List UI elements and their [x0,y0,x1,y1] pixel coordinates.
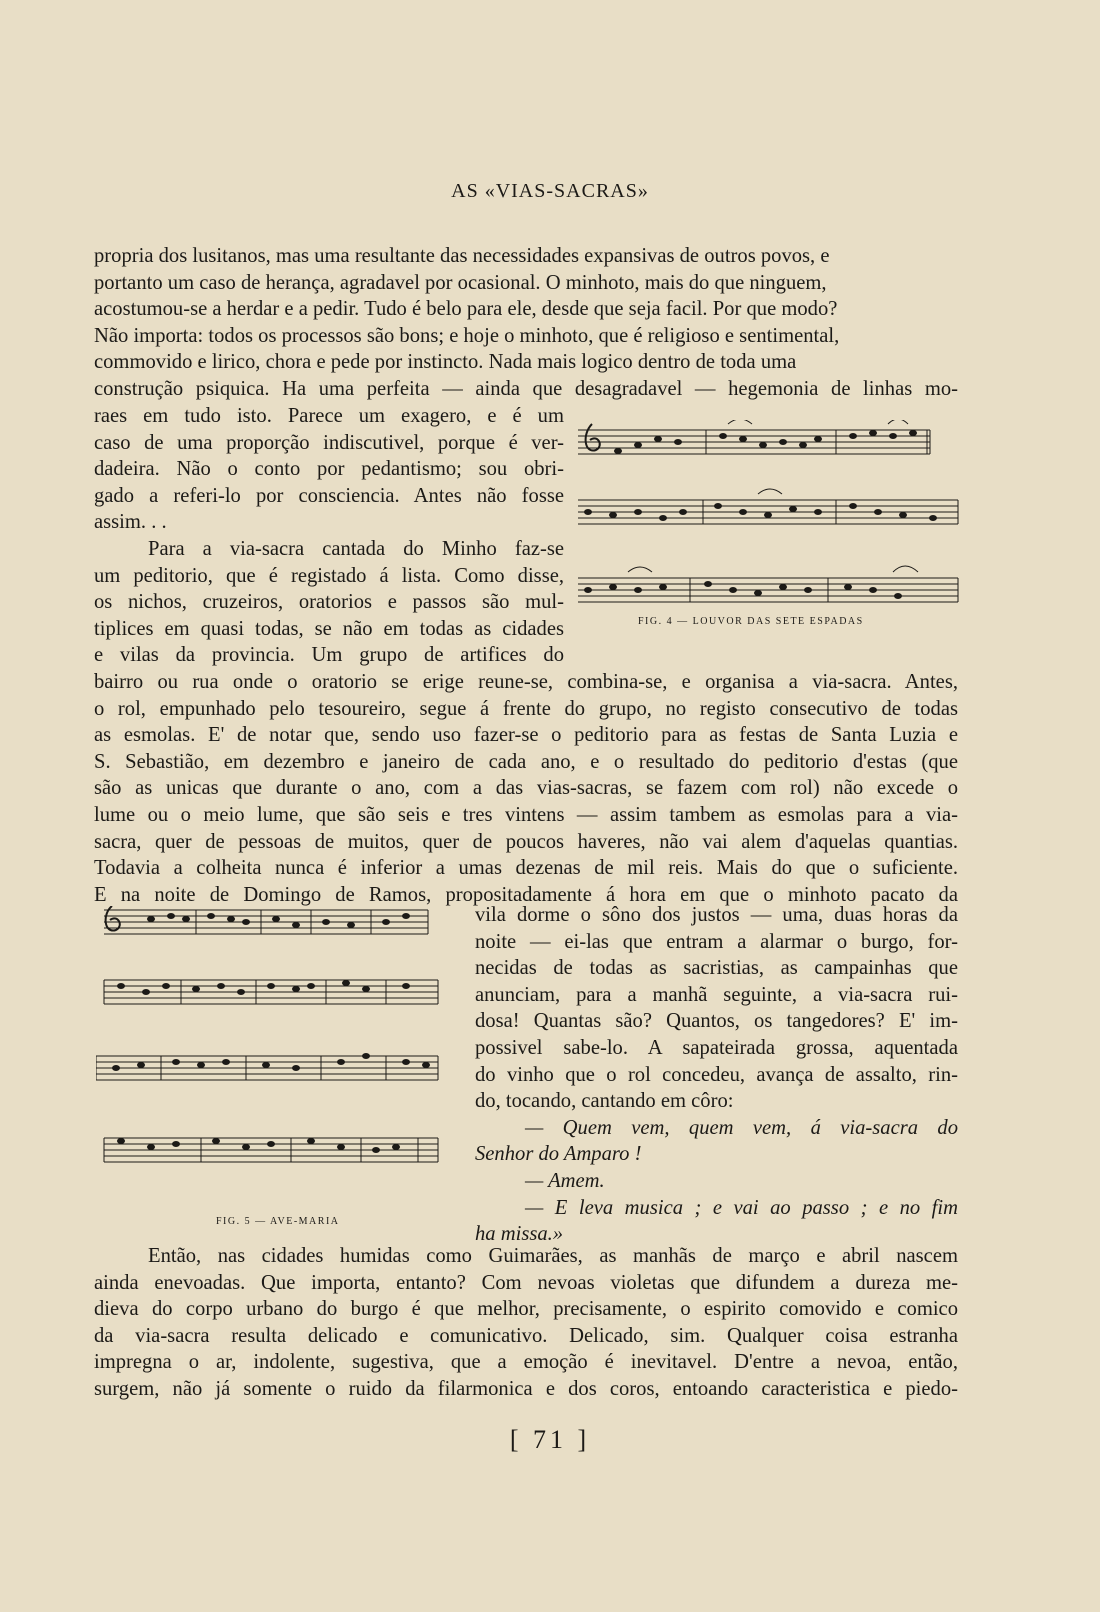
text-line: os nichos, cruzeiros, oratorios e passos são mul- [94,591,564,614]
text-line: E na noite de Domingo de Ramos, propositadamente á hora em que o minhoto pacato da [94,883,958,906]
text-line: anunciam, para a manhã seguinte, a via-sacra rui- [475,983,958,1006]
text-line: propria dos lusitanos, mas uma resultante das necessidades expansivas de outros povos, e [94,245,830,267]
text-line: bairro ou rua onde o oratorio se erige reune-se, combina-se, e organisa a via-sacra. Antes, [94,671,958,693]
text-line: um peditorio, que é registado á lista. Como disse, [94,564,564,587]
text-line: lume ou o meio lume, que são seis e tres vintens — assim tambem as esmolas para a via- [94,803,958,826]
text-line: Todavia a colheita nunca é inferior a umas dezenas de mil reis. Mais do que o suficiente. [94,857,958,880]
text-line: acostumou-se a herdar e a pedir. Tudo é belo para ele, desde que seja facil. Por que modo? [94,298,838,321]
figure-5-score [96,906,456,1236]
text-line: gado a referi-lo por consciencia. Antes não fosse [94,484,564,507]
text-line: noite — ei-las que entram a alarmar o burgo, for- [475,930,958,953]
full-width-paragraph [94,669,958,908]
text-line: S. Sebastião, em dezembro e janeiro de cada ano, e o resultado do peditorio d'estas (que [94,750,958,773]
text-line: construção psiquica. Ha uma perfeita — ainda que desagradavel — hegemonia de linhas mo- [94,377,958,400]
text-line: do, tocando, cantando em côro: [475,1090,734,1113]
text-line: commovido e lirico, chora e pede por instincto. Nada mais logico dentro de toda uma [94,351,797,374]
text-line: dadeira. Não o conto por pedantismo; sou obri- [94,458,564,481]
text-line: dosa! Quantas são? Quantos, os tangedores? E' im- [475,1010,958,1033]
dialog-line: Senhor do Amparo ! [475,1143,642,1166]
dialog-line: ha missa.» [475,1223,564,1246]
text-line: ainda enevoadas. Que importa, entanto? Com nevoas violetas que difundem a dureza me- [94,1271,958,1294]
text-line: Não importa: todos os processos são bons; e hoje o minhoto, que é religioso e sentimental, [94,324,840,347]
text-line: tiplices em quasi todas, se não em todas as cidades [94,617,564,640]
text-line: Então, nas cidades humidas como Guimarães, as manhãs de março e abril nascem [148,1245,958,1267]
text-line: possivel sabe-lo. A sapateirada grossa, aquentada [475,1036,958,1059]
text-line: o rol, empunhado pelo tesoureiro, segue á frente do grupo, no registo consecutivo de todas [94,697,958,720]
text-line: as esmolas. E' de notar que, sendo uso fazer-se o peditorio para as festas de Santa Luzia e [94,724,958,747]
running-head: AS «VIAS-SACRAS» [451,180,649,202]
dialog-line: — Amem. [525,1169,605,1192]
left-column-text [94,403,564,669]
text-line: impregna o ar, indolente, sugestiva, que a emoção é inevitavel. D'entre a nevoa, então, [94,1351,958,1374]
text-line: Para a via-sacra cantada do Minho faz-se [148,537,564,560]
text-line: do vinho que o rol concedeu, avança de assalto, rin- [475,1063,958,1086]
bottom-paragraph [94,1243,958,1403]
top-paragraph [94,243,958,403]
dialog-line: — Quem vem, quem vem, á via-sacra do [525,1116,958,1139]
text-line: dieva do corpo urbano do burgo é que melhor, precisamente, o espirito comovido e comico [94,1298,958,1321]
figure-4-score [578,420,963,650]
text-line: necidas de todas as sacristias, as campainhas que [475,957,958,980]
figure-4-caption: FIG. 4 — LOUVOR DAS SETE ESPADAS [638,616,864,627]
text-line: da via-sacra resulta delicado e comunicativo. Delicado, sim. Qualquer coisa estranha [94,1324,958,1347]
text-line: sacra, quer de pessoas de muitos, quer de poucos haveres, não vai alem d'aquelas quantias. [94,830,958,853]
page-number: [ 71 ] [509,1425,591,1454]
right-column-text [475,902,958,1248]
text-line: portanto um caso de herança, agradavel por ocasional. O minhoto, mais do que ninguem, [94,271,827,294]
music-notation-fig5 [96,906,456,1206]
text-line: assim. . . [94,511,167,534]
text-line: são as unicas que durante o ano, com a das vias-sacras, se fazem com rol) não excede o [94,777,958,800]
figure-5-caption: FIG. 5 — AVE-MARIA [216,1216,340,1227]
text-line: e vilas da provincia. Um grupo de artifices do [94,644,564,667]
text-line: caso de uma proporção indiscutivel, porque é ver- [94,431,564,454]
dialog-line: — E leva musica ; e vai ao passo ; e no fim [525,1196,958,1219]
text-line: vila dorme o sôno dos justos — uma, duas horas da [475,904,958,926]
text-line: raes em tudo isto. Parece um exagero, e é um [94,405,564,427]
text-line: surgem, não já somente o ruido da filarmonica e dos coros, entoando caracteristica e piedo- [94,1377,958,1400]
